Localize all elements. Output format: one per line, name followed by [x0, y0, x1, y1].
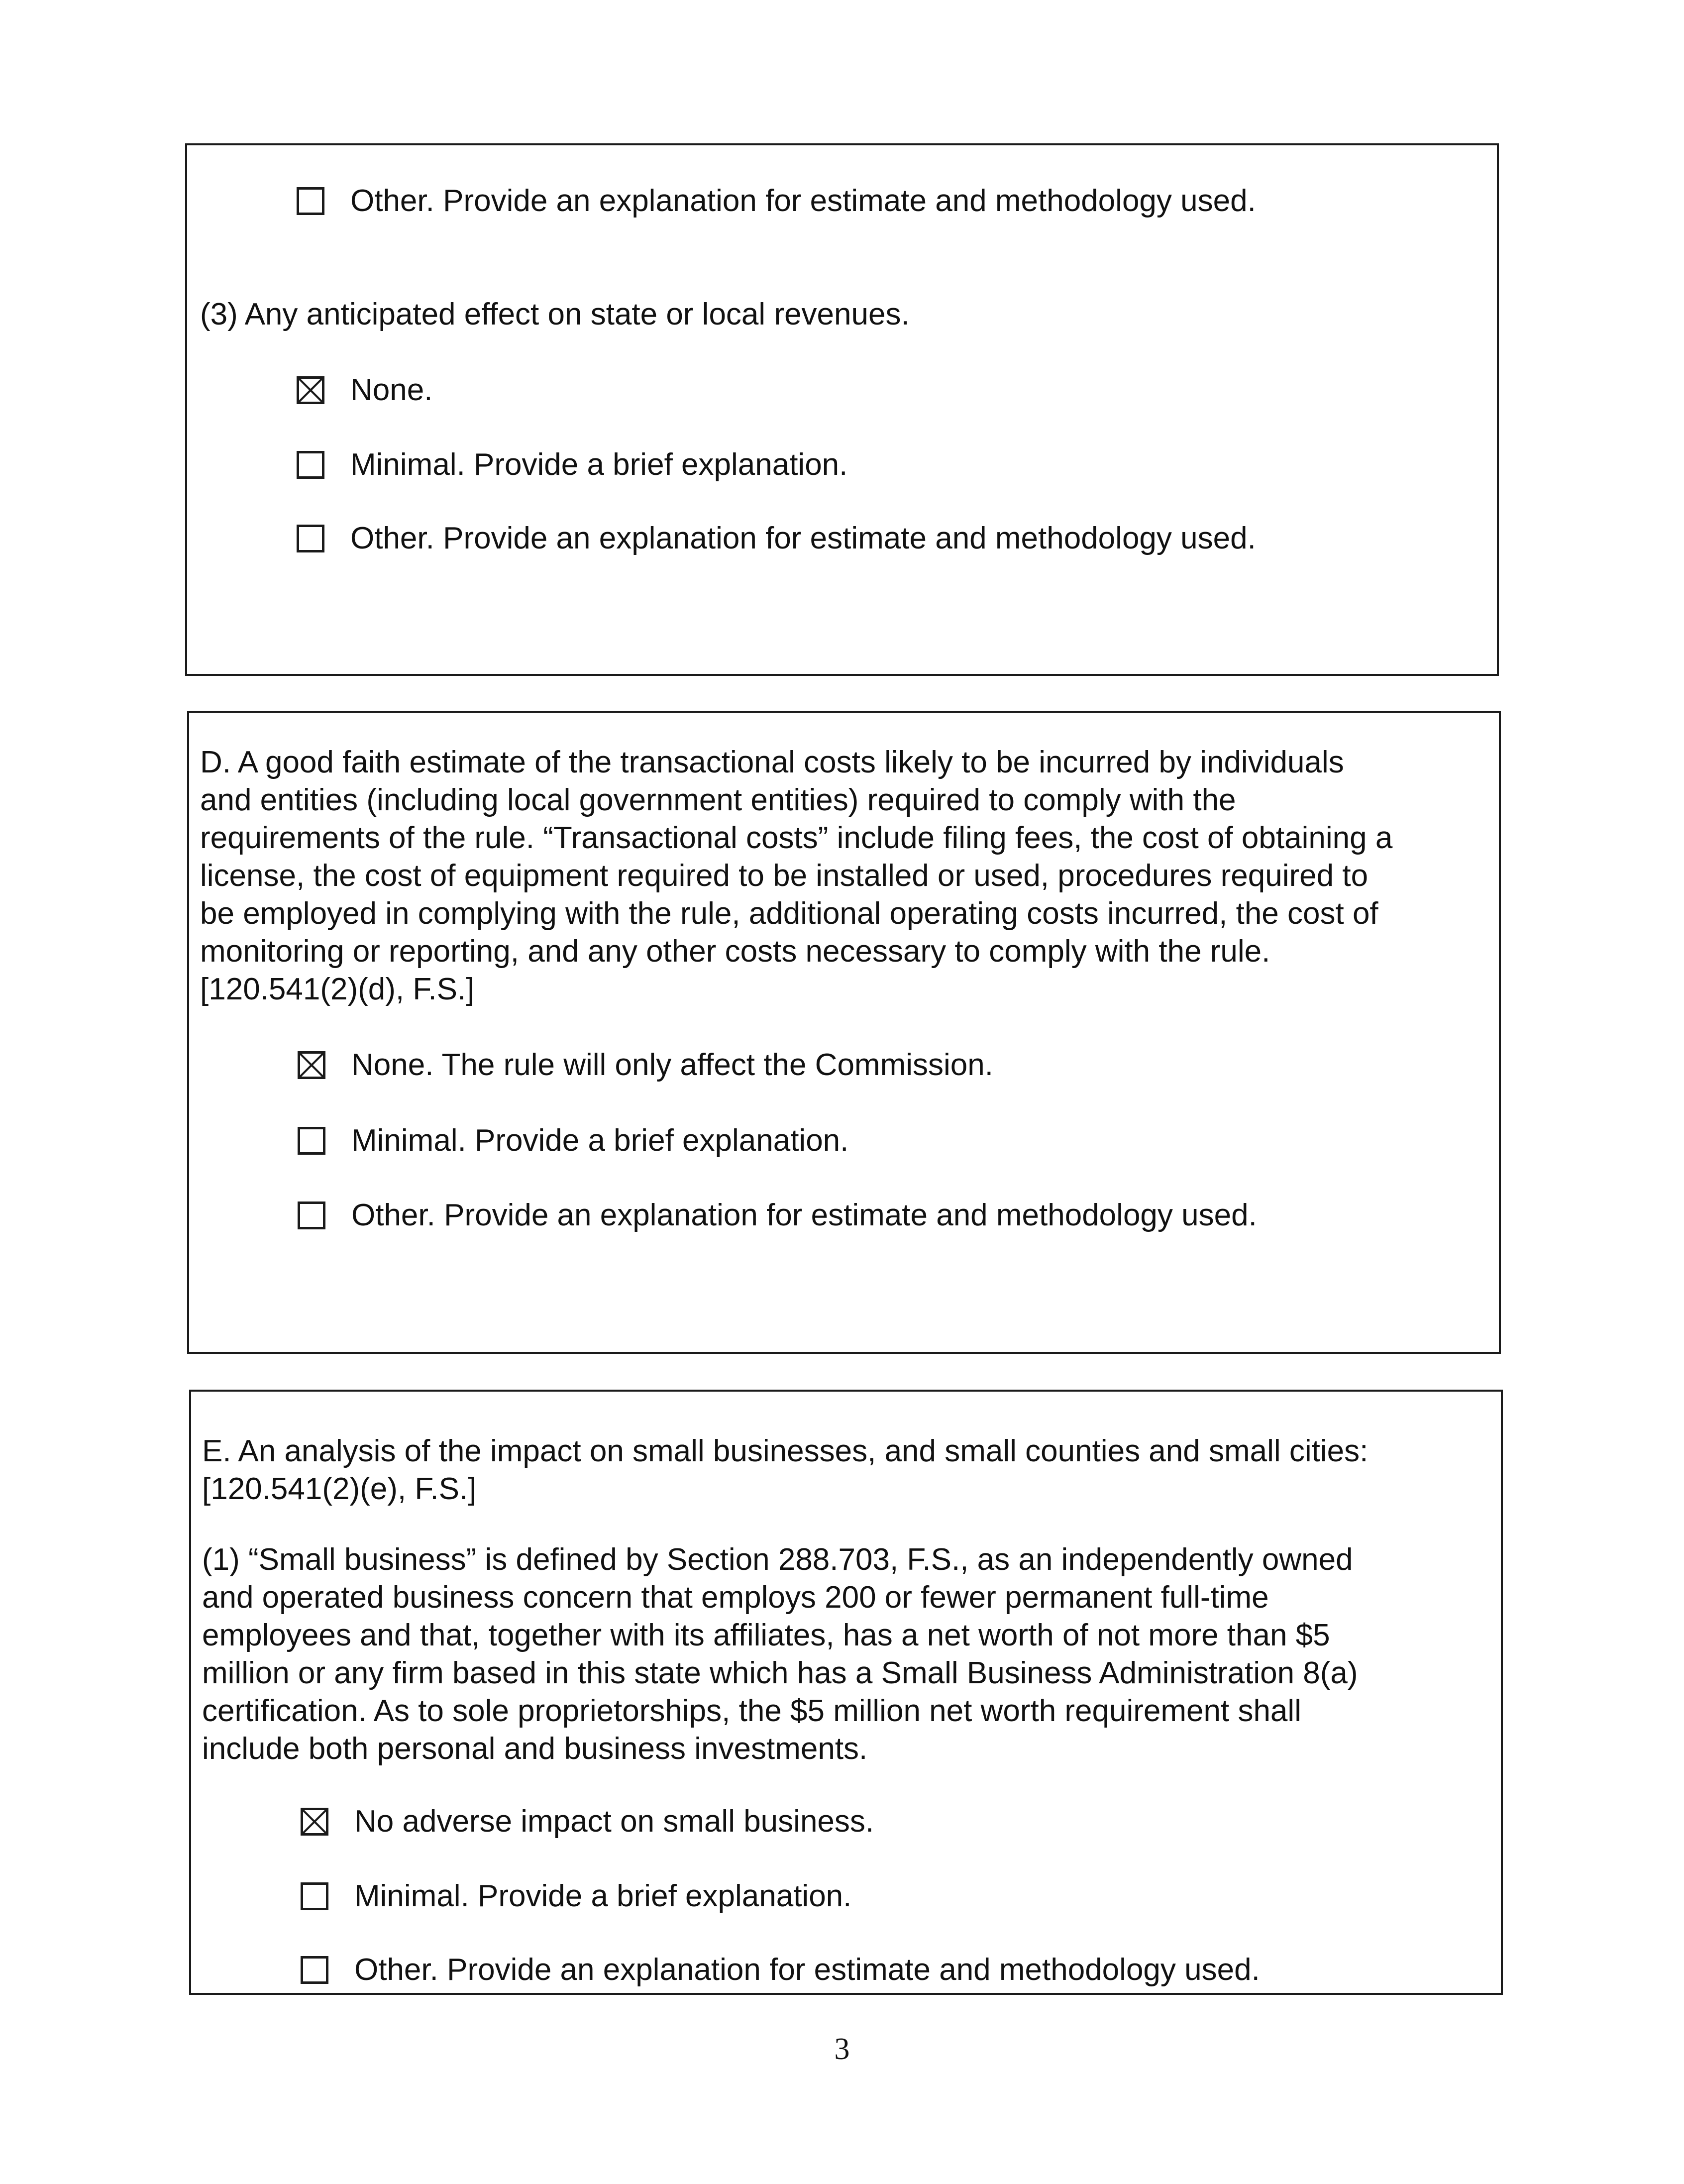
- option-label: Minimal. Provide a brief explanation.: [350, 447, 848, 482]
- checkbox-c2-other[interactable]: [297, 187, 324, 215]
- small-business-definition: [202, 1541, 1358, 1768]
- checkbox-d-minimal[interactable]: [298, 1127, 325, 1155]
- option-label: Other. Provide an explanation for estimate and methodology used.: [350, 184, 1256, 218]
- option-e-minimal[interactable]: [301, 1877, 851, 1915]
- checkbox-e-other[interactable]: [301, 1956, 328, 1984]
- option-c2-other[interactable]: [297, 182, 1256, 220]
- checkbox-c3-minimal[interactable]: [297, 451, 324, 479]
- option-label: None. The rule will only affect the Commission.: [351, 1048, 993, 1082]
- option-label: Other. Provide an explanation for estimate and methodology used.: [351, 1198, 1257, 1232]
- checkbox-e-no-adverse[interactable]: [301, 1808, 328, 1836]
- definition-line: and operated business concern that employs 200 or fewer permanent full-time: [202, 1580, 1269, 1615]
- check-x-icon: [303, 1810, 326, 1833]
- checkbox-c3-other[interactable]: [297, 525, 324, 552]
- paragraph-line: be employed in complying with the rule, additional operating costs incurred, the cost of: [200, 896, 1378, 931]
- heading-line: [120.541(2)(e), F.S.]: [202, 1472, 477, 1506]
- option-label: No adverse impact on small business.: [354, 1804, 874, 1839]
- paragraph-line: license, the cost of equipment required to be installed or used, procedures required to: [200, 859, 1368, 893]
- checkbox-c3-none[interactable]: [297, 376, 324, 404]
- checkbox-d-other[interactable]: [298, 1201, 325, 1229]
- question-3-text: (3) Any anticipated effect on state or local revenues.: [200, 297, 910, 331]
- definition-line: include both personal and business investments.: [202, 1732, 868, 1766]
- paragraph-line: D. A good faith estimate of the transactional costs likely to be incurred by individuals: [200, 745, 1344, 779]
- option-d-minimal[interactable]: [298, 1122, 848, 1160]
- definition-line: employees and that, together with its affiliates, has a net worth of not more than $5: [202, 1618, 1330, 1652]
- option-c3-other[interactable]: [297, 520, 1256, 557]
- section-d-paragraph: [200, 744, 1392, 1008]
- paragraph-line: and entities (including local government entities) required to comply with the: [200, 783, 1236, 817]
- definition-line: certification. As to sole proprietorships, the $5 million net worth requirement shall: [202, 1694, 1301, 1728]
- option-label: Minimal. Provide a brief explanation.: [351, 1123, 849, 1158]
- heading-line: E. An analysis of the impact on small businesses, and small counties and small cities:: [202, 1434, 1368, 1468]
- option-label: Other. Provide an explanation for estimate and methodology used.: [354, 1953, 1260, 1987]
- option-e-no-adverse[interactable]: [301, 1803, 874, 1841]
- page-number: 3: [834, 2032, 850, 2066]
- option-d-other[interactable]: [298, 1197, 1257, 1234]
- paragraph-line: requirements of the rule. “Transactional costs” include filing fees, the cost of obtaining a: [200, 821, 1393, 855]
- option-e-other[interactable]: [301, 1951, 1260, 1989]
- option-c3-none[interactable]: [297, 371, 432, 409]
- definition-line: million or any firm based in this state which has a Small Business Administration 8(a): [202, 1656, 1358, 1690]
- check-x-icon: [300, 1054, 323, 1077]
- checkbox-e-minimal[interactable]: [301, 1882, 328, 1910]
- paragraph-line: [120.541(2)(d), F.S.]: [200, 972, 475, 1006]
- paragraph-line: monitoring or reporting, and any other costs necessary to comply with the rule.: [200, 934, 1270, 969]
- section-c-box: [185, 143, 1499, 676]
- option-d-none[interactable]: [298, 1046, 993, 1084]
- definition-line: (1) “Small business” is defined by Section 288.703, F.S., as an independently owned: [202, 1542, 1353, 1577]
- option-label: Other. Provide an explanation for estimate and methodology used.: [350, 521, 1256, 555]
- check-x-icon: [299, 379, 322, 402]
- option-label: Minimal. Provide a brief explanation.: [354, 1879, 852, 1913]
- option-c3-minimal[interactable]: [297, 446, 847, 484]
- option-label: None.: [350, 373, 433, 407]
- checkbox-d-none[interactable]: [298, 1051, 325, 1079]
- section-e-heading: [202, 1432, 1368, 1508]
